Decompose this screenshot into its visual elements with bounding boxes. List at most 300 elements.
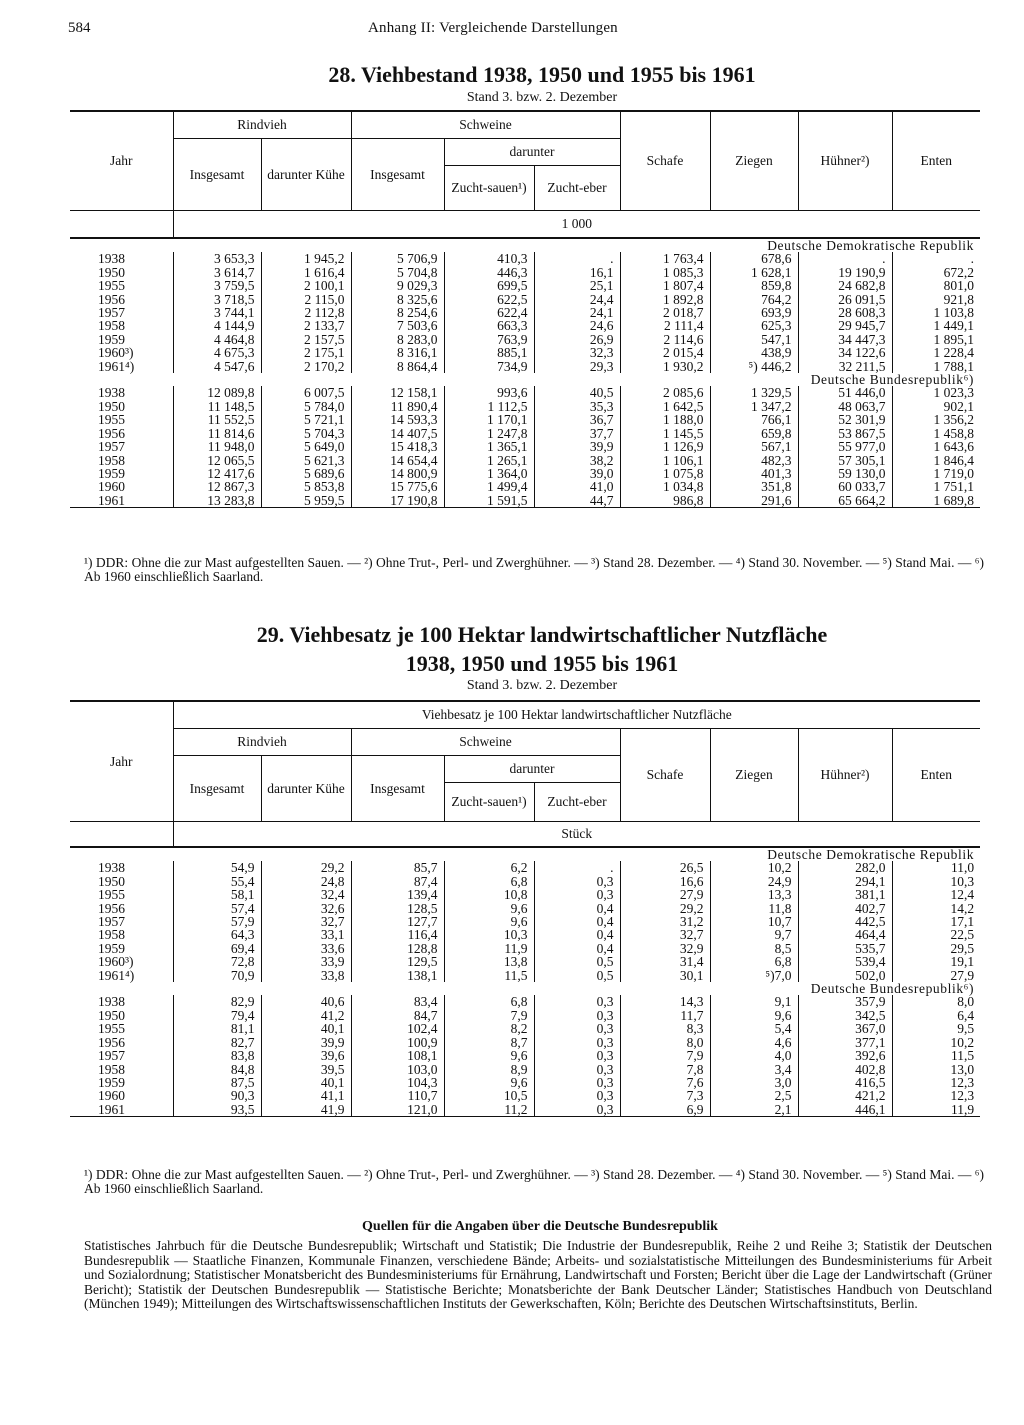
value-cell: 377,1 [798, 1036, 892, 1049]
value-cell: 35,3 [534, 400, 620, 413]
year-cell: 1957 [98, 1048, 125, 1064]
value-cell: 902,1 [943, 398, 974, 414]
value-cell: 2,1 [710, 1103, 798, 1117]
value-cell: 921,8 [943, 291, 974, 307]
value-cell: 29,5 [950, 940, 975, 956]
table-row [70, 427, 980, 440]
value-cell: 24 682,8 [798, 279, 892, 292]
year-cell: 1959 [98, 331, 125, 347]
year-cell: 1956 [98, 291, 125, 307]
value-cell: 93,5 [173, 1103, 261, 1117]
year-cell: 1960 [98, 1088, 125, 1104]
value-cell: 0,3 [534, 875, 620, 888]
year-cell: 1959 [98, 465, 125, 481]
value-cell: 13 283,8 [173, 494, 261, 508]
darunter-header: darunter [444, 756, 620, 783]
value-cell: 90,3 [173, 1089, 261, 1102]
jahr-header: Jahr [70, 111, 173, 211]
value-cell: 0,3 [534, 1009, 620, 1022]
value-cell: 1 365,1 [444, 440, 534, 453]
huehner-header: Hühner²) [798, 111, 892, 211]
table-row [70, 346, 980, 359]
value-cell: 1 023,3 [933, 385, 974, 401]
value-cell: 139,4 [351, 888, 444, 901]
ziegen-header: Ziegen [710, 111, 798, 211]
table-row [70, 333, 980, 346]
value-cell: . [534, 252, 620, 265]
value-cell: 37,7 [534, 427, 620, 440]
value-cell: 622,5 [444, 293, 534, 306]
schafe-header: Schafe [620, 729, 710, 822]
value-cell: 15 418,3 [351, 440, 444, 453]
value-cell: 1 892,8 [620, 293, 710, 306]
table-row [70, 319, 980, 332]
value-cell: 9,6 [444, 1049, 534, 1062]
value-cell: 282,0 [798, 861, 892, 874]
value-cell: 11 148,5 [173, 400, 261, 413]
value-cell: 51 446,0 [798, 386, 892, 399]
value-cell: 138,1 [351, 969, 444, 982]
value-cell: 64,3 [173, 928, 261, 941]
value-cell: 446,3 [444, 266, 534, 279]
value-cell: 104,3 [351, 1076, 444, 1089]
value-cell: 1 499,4 [444, 480, 534, 493]
value-cell: 12,4 [950, 887, 975, 903]
value-cell: 79,4 [173, 1009, 261, 1022]
value-cell: 5 689,6 [261, 467, 351, 480]
value-cell: 32,4 [261, 888, 351, 901]
value-cell: 72,8 [173, 955, 261, 968]
value-cell: 8,9 [444, 1063, 534, 1076]
value-cell: 502,0 [798, 969, 892, 982]
value-cell: 12 867,3 [173, 480, 261, 493]
value-cell: 83,8 [173, 1049, 261, 1062]
value-cell: 547,1 [710, 333, 798, 346]
rindvieh-header: Rindvieh [173, 729, 351, 756]
table29-footnote: ¹) DDR: Ohne die zur Mast aufgestellten Sauen. — ²) Ohne Trut-, Perl- und Zwerghühner. — ³) Stand 28. Dezember. — ⁴) Stand 30. November. — ⁵) Stand Mai. — ⁶) Ab 1960 einschließlich Saarland. [84, 1167, 984, 1196]
value-cell: 12 089,8 [173, 386, 261, 399]
value-cell: 1 930,2 [620, 360, 710, 373]
table-row [70, 1063, 980, 1076]
value-cell: 6,8 [444, 995, 534, 1008]
value-cell: 87,4 [351, 875, 444, 888]
value-cell: 5 649,0 [261, 440, 351, 453]
value-cell: 84,8 [173, 1063, 261, 1076]
value-cell: 40,6 [261, 995, 351, 1008]
value-cell: 0,4 [534, 928, 620, 941]
value-cell: 764,2 [710, 293, 798, 306]
schweine-header: Schweine [351, 111, 620, 139]
table28-subtitle: Stand 3. bzw. 2. Dezember [466, 90, 618, 105]
value-cell: 1 591,5 [444, 494, 534, 508]
value-cell: 0,3 [534, 888, 620, 901]
table-row [70, 1049, 980, 1062]
sources-text: Statistisches Jahrbuch für die Deutsche Bundesrepublik; Wirtschaft und Statistik; Die Industrie der Bundesrepublik, Reihe 2 und Reihe 3; Statistik der Deutschen Bundesrepublik — Staatliche Finanzen, Kommunale Finanzen, verschiedene Bände; Arbeits- und sozialstatistische Mitteilungen des Bundesministeriums für Arbeit und Sozialordnung; Statistischer Monatsbericht des Bundesministeriums für Ernährung, Landwirtschaft und Forsten; Bericht über die Lage der Landwirtschaft (Grüner Bericht); Statistik der Deutschen Bundesrepublik — Statistische Berichte; Monatsberichte der Bank Deutscher Länder; Statistisches Handbuch von Deutschland (München 1949); Mitteilungen des Wirtschaftswissenschaftlichen Instituts der Gewerkschaften, Köln; Berichte des Deutschen Wirtschaftsinstituts, Berlin. [84, 1238, 992, 1311]
value-cell: 5,4 [710, 1022, 798, 1035]
value-cell: 110,7 [351, 1089, 444, 1102]
value-cell: 2 100,1 [261, 279, 351, 292]
value-cell: 87,5 [173, 1076, 261, 1089]
value-cell: 55,4 [173, 875, 261, 888]
table28 [70, 110, 980, 508]
value-cell: 7,8 [620, 1063, 710, 1076]
value-cell: 11,8 [710, 902, 798, 915]
value-cell: 625,3 [710, 319, 798, 332]
table-row [70, 252, 980, 265]
table-row [70, 1089, 980, 1102]
value-cell: 6,4 [957, 1007, 975, 1023]
value-cell: 10,7 [710, 915, 798, 928]
value-cell: 31,2 [620, 915, 710, 928]
value-cell: 11 948,0 [173, 440, 261, 453]
value-cell: 32,6 [261, 902, 351, 915]
value-cell: 10,2 [950, 1034, 975, 1050]
value-cell: 58,1 [173, 888, 261, 901]
section-heading: Deutsche Bundesrepublik⁶) [810, 372, 974, 388]
value-cell: 7,9 [620, 1049, 710, 1062]
value-cell: 9,1 [710, 995, 798, 1008]
value-cell: 1 846,4 [933, 452, 974, 468]
value-cell: 33,6 [261, 942, 351, 955]
value-cell: 1 628,1 [710, 266, 798, 279]
value-cell: 84,7 [351, 1009, 444, 1022]
value-cell: 14,2 [950, 900, 975, 916]
value-cell: 26 091,5 [798, 293, 892, 306]
table-row [70, 306, 980, 319]
value-cell: 0,3 [534, 1103, 620, 1117]
value-cell: 108,1 [351, 1049, 444, 1062]
value-cell: 44,7 [534, 494, 620, 508]
value-cell: 1 228,4 [933, 345, 974, 361]
value-cell: 12 158,1 [351, 386, 444, 399]
value-cell: 2 018,7 [620, 306, 710, 319]
value-cell: 82,9 [173, 995, 261, 1008]
table-row [70, 942, 980, 955]
value-cell: 2 175,1 [261, 346, 351, 359]
value-cell: 8,0 [957, 994, 975, 1010]
table-row [70, 360, 980, 373]
value-cell: 2 114,6 [620, 333, 710, 346]
value-cell: 1 145,5 [620, 427, 710, 440]
value-cell: 2 115,0 [261, 293, 351, 306]
value-cell: 4 547,6 [173, 360, 261, 373]
value-cell: 1 188,0 [620, 413, 710, 426]
value-cell: 0,3 [534, 1089, 620, 1102]
enten-header: Enten [920, 153, 952, 168]
value-cell: 11,9 [950, 1101, 975, 1117]
value-cell: . [798, 252, 892, 265]
value-cell: 2 133,7 [261, 319, 351, 332]
value-cell: 8 864,4 [351, 360, 444, 373]
section-heading: Deutsche Demokratische Republik [70, 238, 980, 252]
year-cell: 1961⁴) [98, 967, 135, 983]
table-row [70, 902, 980, 915]
schweine-header: Schweine [351, 729, 620, 756]
value-cell: 39,9 [534, 440, 620, 453]
value-cell: 19 190,9 [798, 266, 892, 279]
value-cell: 535,7 [798, 942, 892, 955]
value-cell: 27,9 [950, 967, 975, 983]
value-cell: 16,1 [534, 266, 620, 279]
value-cell: ⁵)7,0 [710, 969, 798, 982]
value-cell: 28 608,3 [798, 306, 892, 319]
value-cell: 482,3 [710, 454, 798, 467]
zuchteber-header: Zucht-eber [534, 166, 620, 211]
zuchtsauen-header: Zucht-sauen¹) [444, 783, 534, 822]
value-cell: 2 112,8 [261, 306, 351, 319]
value-cell: 5 959,5 [261, 494, 351, 508]
value-cell: 13,0 [950, 1061, 975, 1077]
value-cell: 0,5 [534, 969, 620, 982]
value-cell: 70,9 [173, 969, 261, 982]
value-cell: 993,6 [444, 386, 534, 399]
value-cell: 672,2 [943, 264, 974, 280]
value-cell: 0,5 [534, 955, 620, 968]
year-cell: 1960 [98, 479, 125, 495]
value-cell: 40,5 [534, 386, 620, 399]
value-cell: 54,9 [173, 861, 261, 874]
value-cell: 0,4 [534, 915, 620, 928]
value-cell: 438,9 [710, 346, 798, 359]
table-row [70, 955, 980, 968]
year-cell: 1960³) [98, 345, 134, 361]
value-cell: 351,8 [710, 480, 798, 493]
value-cell: 15 775,6 [351, 480, 444, 493]
value-cell: 128,8 [351, 942, 444, 955]
value-cell: 0,3 [534, 995, 620, 1008]
value-cell: 32,7 [261, 915, 351, 928]
value-cell: 8 254,6 [351, 306, 444, 319]
value-cell: 8 325,6 [351, 293, 444, 306]
value-cell: 57,9 [173, 915, 261, 928]
value-cell: 1 329,5 [710, 386, 798, 399]
table-row [70, 888, 980, 901]
value-cell: 48 063,7 [798, 400, 892, 413]
value-cell: 402,8 [798, 1063, 892, 1076]
value-cell: 16,6 [620, 875, 710, 888]
year-cell: 1955 [98, 1021, 125, 1037]
value-cell: 401,3 [710, 467, 798, 480]
table29-title-line1: 29. Viehbesatz je 100 Hektar landwirtschaftlicher Nutzfläche [256, 622, 828, 647]
year-cell: 1950 [98, 398, 125, 414]
value-cell: 33,1 [261, 928, 351, 941]
table-row [70, 861, 980, 874]
value-cell: 32,9 [620, 942, 710, 955]
year-cell: 1961 [98, 1101, 125, 1117]
value-cell: 10,3 [950, 873, 975, 889]
value-cell: 1 763,4 [620, 252, 710, 265]
rindvieh-insgesamt-header: Insgesamt [173, 756, 261, 822]
value-cell: 17 190,8 [351, 494, 444, 508]
value-cell: 121,0 [351, 1103, 444, 1117]
value-cell: . [970, 251, 974, 267]
value-cell: 14,3 [620, 995, 710, 1008]
value-cell: 39,9 [261, 1036, 351, 1049]
value-cell: 5 784,0 [261, 400, 351, 413]
table-row [70, 266, 980, 279]
value-cell: 1 643,6 [933, 439, 974, 455]
value-cell: 116,4 [351, 928, 444, 941]
value-cell: 29,2 [620, 902, 710, 915]
year-cell: 1956 [98, 1034, 125, 1050]
year-cell: 1950 [98, 264, 125, 280]
value-cell: 13,3 [710, 888, 798, 901]
table-row [70, 1036, 980, 1049]
value-cell: 6,2 [444, 861, 534, 874]
value-cell: 27,9 [620, 888, 710, 901]
value-cell: 734,9 [444, 360, 534, 373]
rindvieh-insgesamt-header: Insgesamt [173, 139, 261, 211]
value-cell: 1 075,8 [620, 467, 710, 480]
value-cell: 57,4 [173, 902, 261, 915]
value-cell: 402,7 [798, 902, 892, 915]
value-cell: 32,3 [534, 346, 620, 359]
value-cell: 100,9 [351, 1036, 444, 1049]
kuehe-header: darunter Kühe [261, 756, 351, 822]
year-cell: 1956 [98, 900, 125, 916]
value-cell: 416,5 [798, 1076, 892, 1089]
year-cell: 1938 [98, 994, 125, 1010]
value-cell: 53 867,5 [798, 427, 892, 440]
unit-label: 1 000 [173, 211, 980, 239]
value-cell: 32 211,5 [798, 360, 892, 373]
value-cell: 3 653,3 [173, 252, 261, 265]
value-cell: 39,0 [534, 467, 620, 480]
year-cell: 1938 [98, 860, 125, 876]
value-cell: 55 977,0 [798, 440, 892, 453]
value-cell: 52 301,9 [798, 413, 892, 426]
value-cell: 7,6 [620, 1076, 710, 1089]
value-cell: 663,3 [444, 319, 534, 332]
table-row [70, 1103, 980, 1117]
table29 [70, 700, 980, 1117]
schweine-insgesamt-header: Insgesamt [351, 756, 444, 822]
zuchtsauen-header: Zucht-sauen¹) [444, 166, 534, 211]
value-cell: 291,6 [710, 494, 798, 508]
value-cell: 82,7 [173, 1036, 261, 1049]
table28-footnote: ¹) DDR: Ohne die zur Mast aufgestellten Sauen. — ²) Ohne Trut-, Perl- und Zwerghühner. — ³) Stand 28. Dezember. — ⁴) Stand 30. November. — ⁵) Stand Mai. — ⁶) Ab 1960 einschließlich Saarland. [84, 555, 984, 584]
value-cell: 0,3 [534, 1063, 620, 1076]
value-cell: 24,6 [534, 319, 620, 332]
value-cell: 1 807,4 [620, 279, 710, 292]
value-cell: 32,7 [620, 928, 710, 941]
table-row [70, 480, 980, 493]
section-heading: Deutsche Bundesrepublik⁶) [810, 981, 975, 997]
value-cell: 9,6 [444, 915, 534, 928]
huehner-header: Hühner²) [798, 729, 892, 822]
value-cell: 342,5 [798, 1009, 892, 1022]
value-cell: 5 853,8 [261, 480, 351, 493]
value-cell: 10,5 [444, 1089, 534, 1102]
value-cell: 539,4 [798, 955, 892, 968]
value-cell: 8,7 [444, 1036, 534, 1049]
table-row [70, 400, 980, 413]
running-head [68, 20, 984, 40]
year-cell: 1957 [98, 439, 125, 455]
value-cell: 986,8 [620, 494, 710, 508]
year-cell: 1950 [98, 1007, 125, 1023]
value-cell: 0,4 [534, 902, 620, 915]
value-cell: 6 007,5 [261, 386, 351, 399]
table-row [70, 279, 980, 292]
table-row [70, 440, 980, 453]
darunter-header: darunter [444, 139, 620, 166]
year-cell: 1957 [98, 305, 125, 321]
value-cell: ⁵) 446,2 [710, 360, 798, 373]
value-cell: 5 704,8 [351, 266, 444, 279]
value-cell: 4 144,9 [173, 319, 261, 332]
value-cell: 26,5 [620, 861, 710, 874]
value-cell: 5 704,3 [261, 427, 351, 440]
value-cell: 14 407,5 [351, 427, 444, 440]
value-cell: 4,6 [710, 1036, 798, 1049]
value-cell: 367,0 [798, 1022, 892, 1035]
table-row [70, 1009, 980, 1022]
table-row [70, 454, 980, 467]
value-cell: 24,1 [534, 306, 620, 319]
value-cell: 31,4 [620, 955, 710, 968]
table-row [70, 1022, 980, 1035]
value-cell: 4 675,3 [173, 346, 261, 359]
value-cell: 381,1 [798, 888, 892, 901]
value-cell: 9,6 [710, 1009, 798, 1022]
value-cell: 41,2 [261, 1009, 351, 1022]
year-cell: 1958 [98, 1061, 125, 1077]
value-cell: 9,5 [957, 1021, 975, 1037]
running-title: Anhang II: Vergleichende Darstellungen [368, 20, 618, 36]
value-cell: 1 788,1 [933, 358, 974, 374]
value-cell: 294,1 [798, 875, 892, 888]
value-cell: 5 721,1 [261, 413, 351, 426]
value-cell: 65 664,2 [798, 494, 892, 508]
value-cell: 659,8 [710, 427, 798, 440]
value-cell: 17,1 [950, 914, 975, 930]
value-cell: 7,9 [444, 1009, 534, 1022]
value-cell: 11 890,4 [351, 400, 444, 413]
value-cell: 7 503,6 [351, 319, 444, 332]
value-cell: 3,0 [710, 1076, 798, 1089]
value-cell: 3 614,7 [173, 266, 261, 279]
value-cell: 33,8 [261, 969, 351, 982]
value-cell: 19,1 [950, 954, 975, 970]
value-cell: 0,3 [534, 1049, 620, 1062]
value-cell: 1 616,4 [261, 266, 351, 279]
value-cell: 699,5 [444, 279, 534, 292]
group-header: Viehbesatz je 100 Hektar landwirtschaftlicher Nutzfläche [173, 701, 980, 729]
value-cell: 8 316,1 [351, 346, 444, 359]
year-cell: 1938 [98, 385, 125, 401]
value-cell: 1 126,9 [620, 440, 710, 453]
value-cell: 421,2 [798, 1089, 892, 1102]
value-cell: 41,9 [261, 1103, 351, 1117]
value-cell: 10,8 [444, 888, 534, 901]
value-cell: 83,4 [351, 995, 444, 1008]
value-cell: 11,0 [950, 860, 975, 876]
value-cell: 678,6 [710, 252, 798, 265]
year-cell: 1955 [98, 412, 125, 428]
value-cell: 6,8 [710, 955, 798, 968]
value-cell: 129,5 [351, 955, 444, 968]
value-cell: 2 157,5 [261, 333, 351, 346]
value-cell: 885,1 [444, 346, 534, 359]
value-cell: 2 170,2 [261, 360, 351, 373]
value-cell: 392,6 [798, 1049, 892, 1062]
value-cell: 22,5 [950, 927, 975, 943]
value-cell: 14 654,4 [351, 454, 444, 467]
value-cell: 464,4 [798, 928, 892, 941]
value-cell: 41,1 [261, 1089, 351, 1102]
value-cell: 9,6 [444, 1076, 534, 1089]
